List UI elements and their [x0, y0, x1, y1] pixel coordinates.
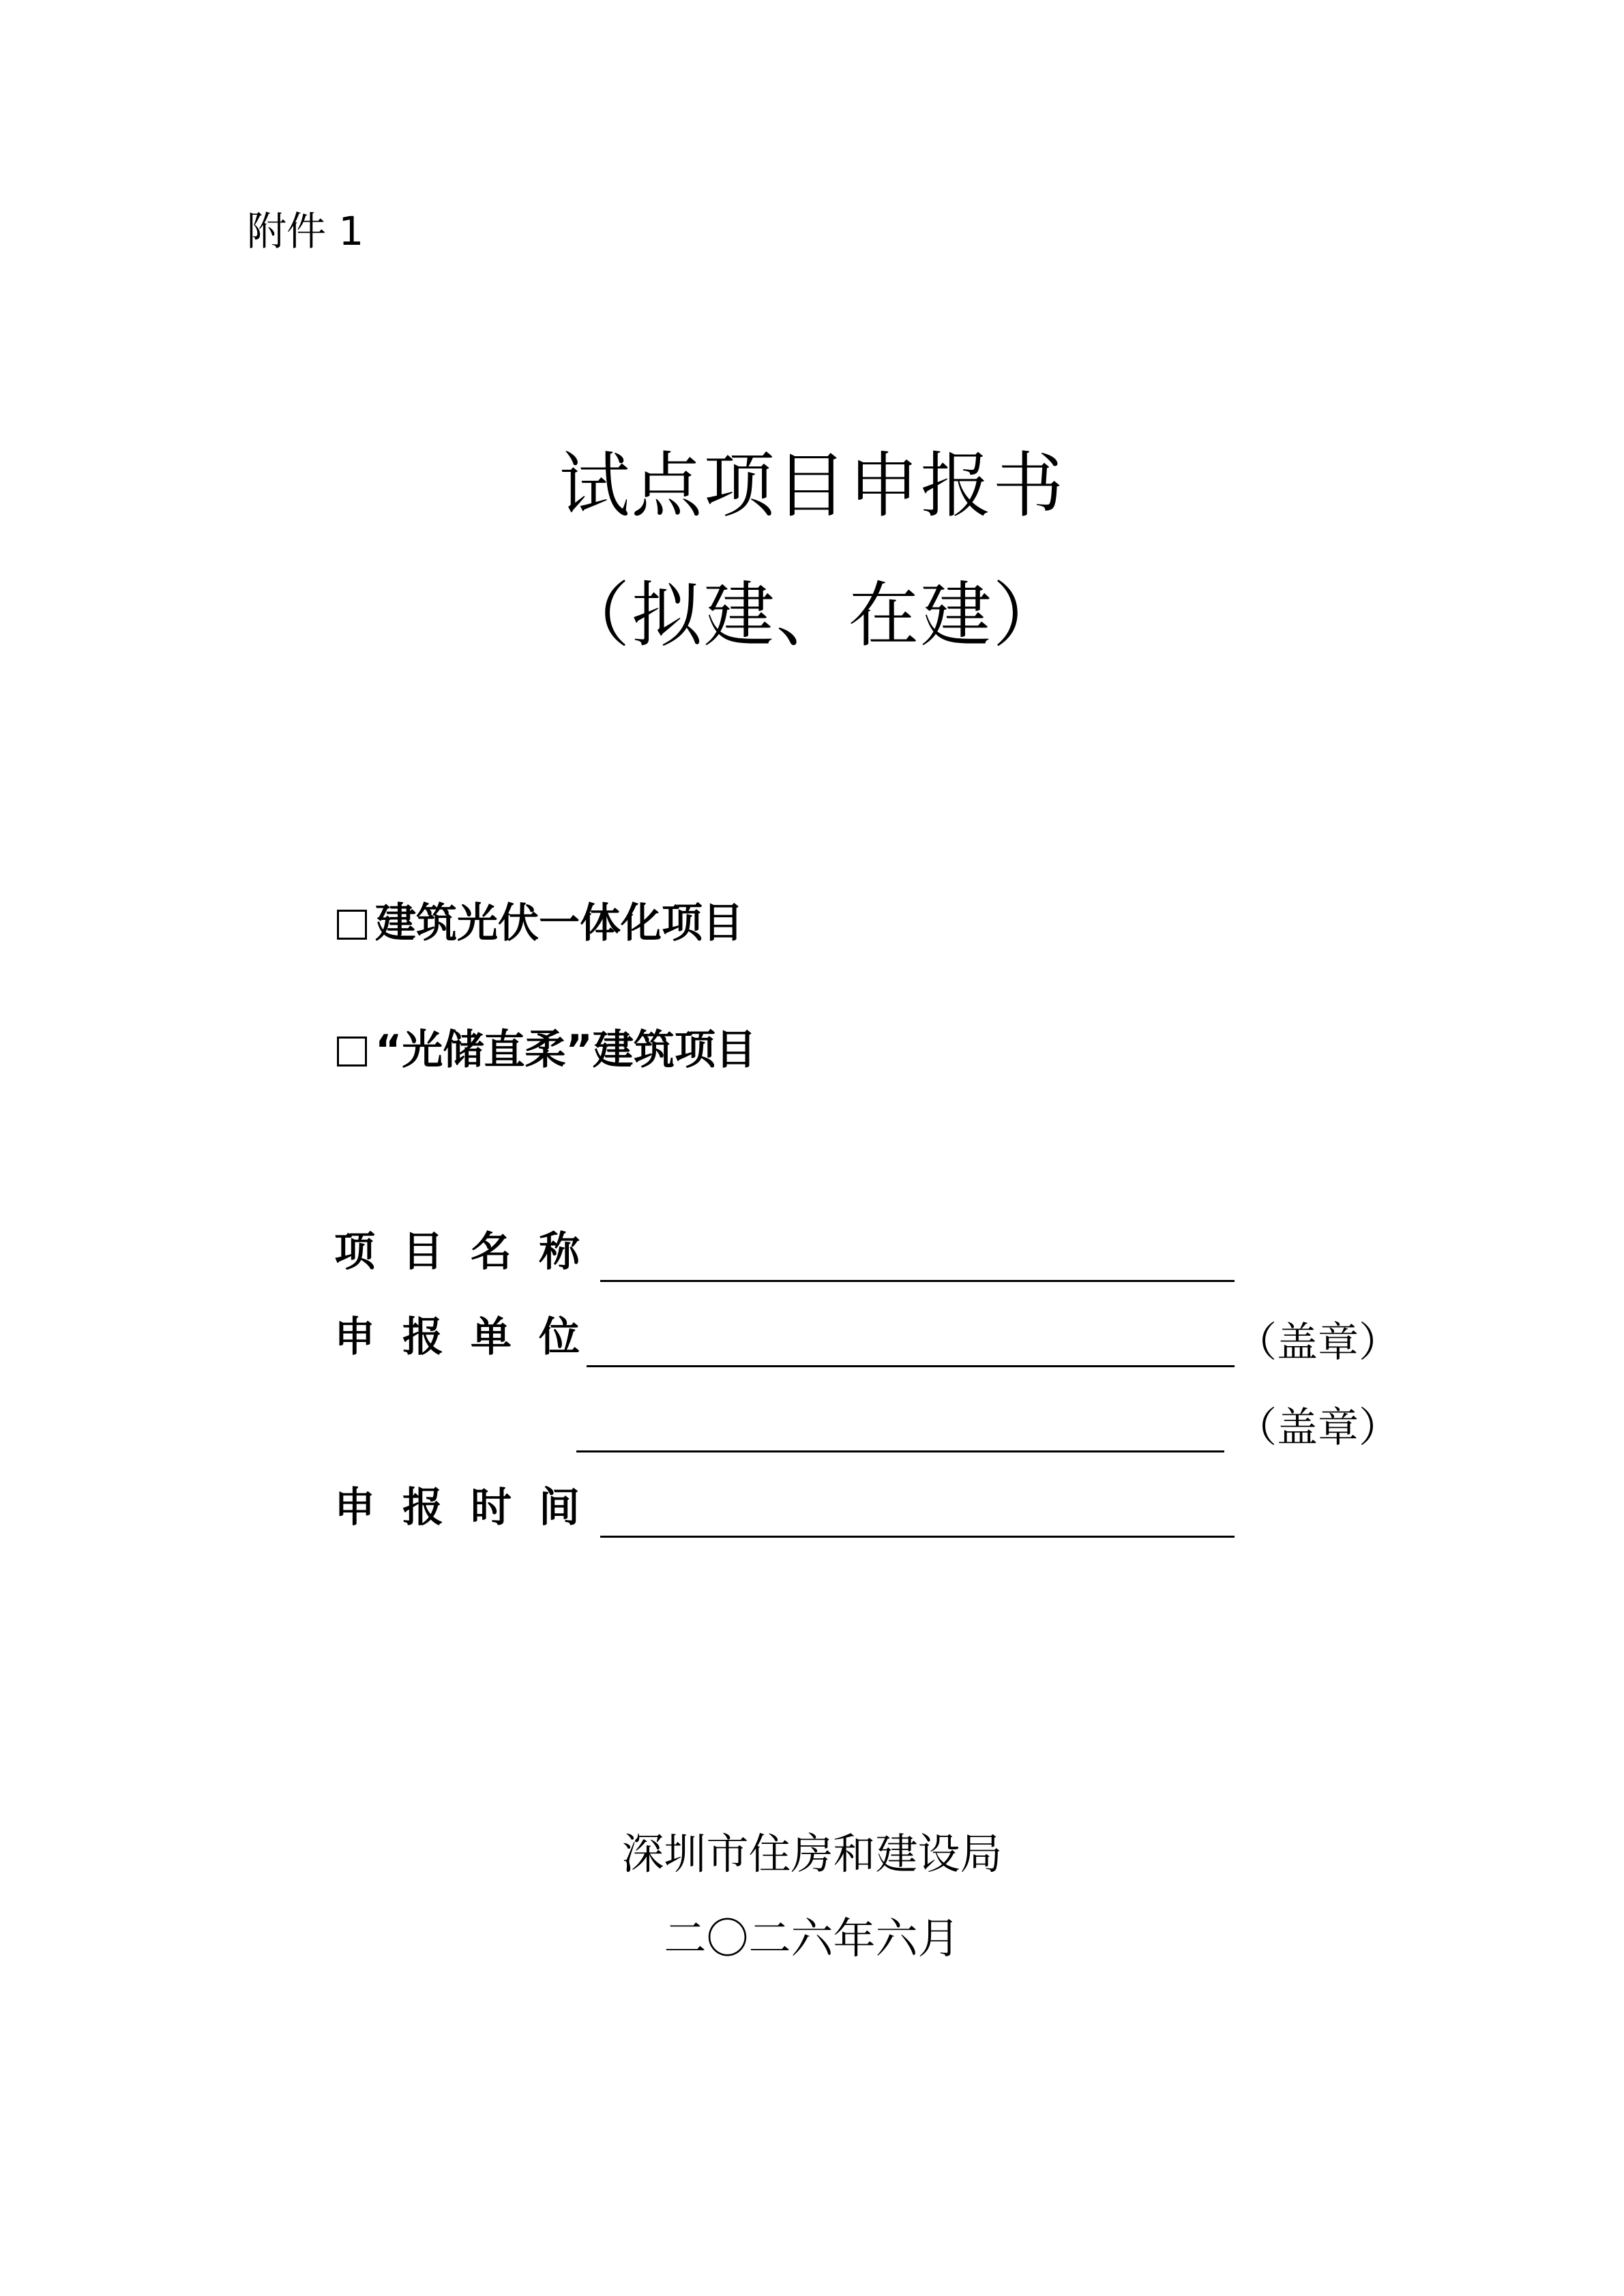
attachment-label: 附件 1: [247, 208, 364, 254]
project-name-label: 项目名称: [334, 1228, 607, 1276]
option-bipv-label: 建筑光伏一体化项目: [375, 899, 743, 947]
option-pedf-label: “光储直柔”建筑项目: [375, 1026, 756, 1074]
application-date-label: 申报时间: [334, 1484, 607, 1532]
issuing-organization: 深圳市住房和建设局: [621, 1829, 1003, 1879]
document-title: 试点项目申报书: [559, 444, 1065, 527]
applicant-unit-label: 申报单位: [334, 1313, 607, 1361]
applicant-unit-2-input[interactable]: [576, 1450, 1224, 1452]
option-bipv-project[interactable]: [334, 899, 743, 947]
project-name-input[interactable]: [600, 1280, 1235, 1282]
application-date-input[interactable]: [600, 1536, 1235, 1538]
option-pedf-project[interactable]: [334, 1026, 756, 1074]
applicant-unit-seal-note: （盖章）: [1236, 1319, 1400, 1367]
checkbox-bipv[interactable]: [337, 910, 367, 940]
applicant-unit-2-seal-note: （盖章）: [1236, 1404, 1400, 1452]
checkbox-pedf[interactable]: [337, 1037, 367, 1067]
issue-date: 二〇二六年六月: [664, 1913, 960, 1963]
document-subtitle: （拟建、在建）: [559, 573, 1065, 657]
applicant-unit-input[interactable]: [587, 1365, 1235, 1367]
